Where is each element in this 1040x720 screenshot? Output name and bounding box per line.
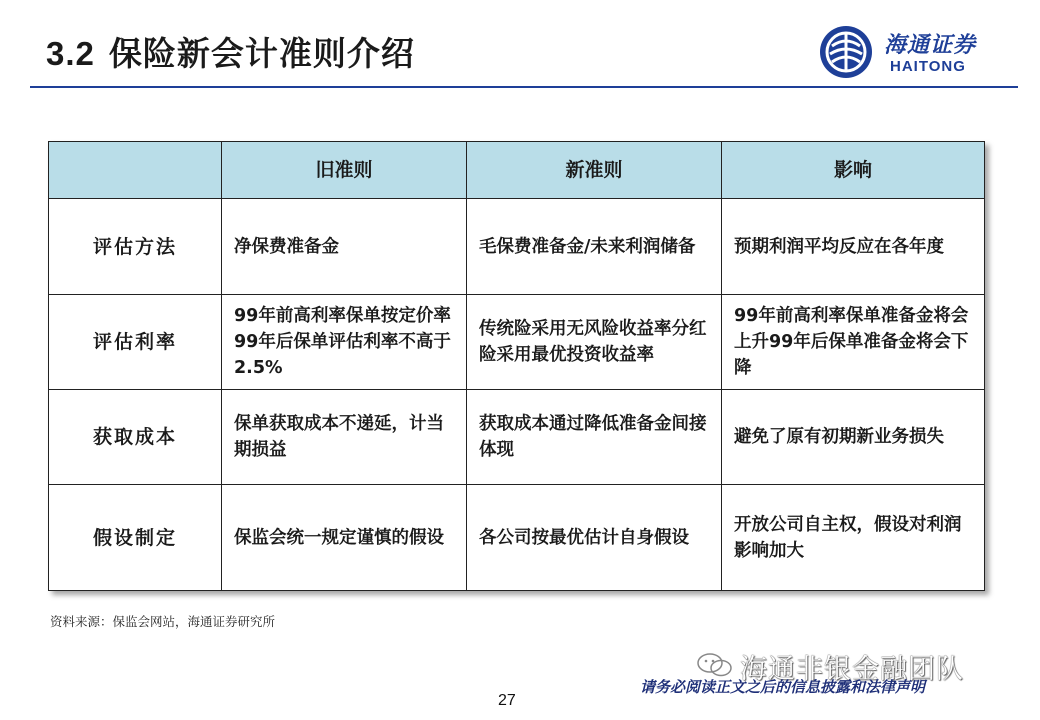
old-standard-cell: 保单获取成本不递延，计当期损益 <box>222 390 467 485</box>
source-note: 资料来源：保监会网站，海通证券研究所 <box>50 614 276 629</box>
haitong-emblem-icon <box>818 24 874 80</box>
header-cell-blank <box>49 142 222 199</box>
impact-cell: 99年前高利率保单准备金将会上升99年后保单准备金将会下降 <box>722 295 985 390</box>
row-label: 评估方法 <box>49 199 222 295</box>
row-label: 评估利率 <box>49 295 222 390</box>
old-standard-cell: 净保费准备金 <box>222 199 467 295</box>
header-cell-new-standard: 新准则 <box>467 142 722 199</box>
impact-cell: 开放公司自主权，假设对利润影响加大 <box>722 485 985 591</box>
page-number: 27 <box>498 692 516 709</box>
header-cell-impact: 影响 <box>722 142 985 199</box>
title-divider <box>30 86 1018 88</box>
row-label: 获取成本 <box>49 390 222 485</box>
table-header-row <box>49 142 985 199</box>
haitong-logo <box>818 22 1008 82</box>
accounting-standards-table <box>48 141 985 591</box>
new-standard-cell: 获取成本通过降低准备金间接体现 <box>467 390 722 485</box>
old-standard-cell: 99年前高利率保单按定价率99年后保单评估利率不高于2.5% <box>222 295 467 390</box>
header-cell-old-standard: 旧准则 <box>222 142 467 199</box>
new-standard-cell: 各公司按最优估计自身假设 <box>467 485 722 591</box>
new-standard-cell: 传统险采用无风险收益率分红险采用最优投资收益率 <box>467 295 722 390</box>
new-standard-cell: 毛保费准备金/未来利润储备 <box>467 199 722 295</box>
impact-cell: 避免了原有初期新业务损失 <box>722 390 985 485</box>
logo-chinese-name: 海通证券 <box>884 32 977 58</box>
impact-cell: 预期利润平均反应在各年度 <box>722 199 985 295</box>
table-row <box>49 199 985 295</box>
watermark-text: 海通非银金融团队 <box>740 654 964 685</box>
table-row <box>49 295 985 390</box>
row-label: 假设制定 <box>49 485 222 591</box>
disclaimer-text: 请务必阅读正文之后的信息披露和法律声明 <box>640 678 926 696</box>
table-row <box>49 390 985 485</box>
slide-title <box>46 28 415 75</box>
section-title: 保险新会计准则介绍 <box>108 34 415 73</box>
old-standard-cell: 保监会统一规定谨慎的假设 <box>222 485 467 591</box>
wechat-icon <box>696 652 734 678</box>
table-row <box>49 485 985 591</box>
section-number: 3.2 <box>46 35 95 72</box>
logo-english-name: HAITONG <box>890 58 966 75</box>
